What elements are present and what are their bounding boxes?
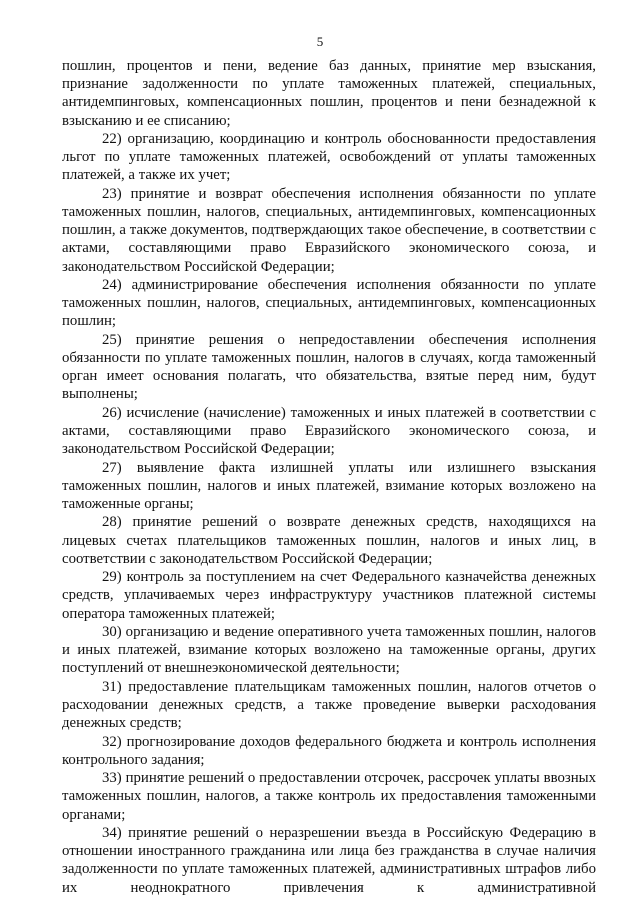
paragraph-item-29: 29) контроль за поступлением на счет Федерального казначейства денежных средств, уплачиваемых через инфраструктуру участников платежной системы оператора таможенных платежей;	[62, 569, 596, 622]
paragraph-item-23: 23) принятие и возврат обеспечения исполнения обязанности по уплате таможенных пошлин, налогов, специальных, антидемпинговых, компенсационных пошлин, а также документов, подтверждающих такое обеспечение, в соответствии с актами, составляющими право Евразийского экономического союза, и законодательством Российской Федерации;	[62, 185, 596, 275]
paragraph-item-22: 22) организацию, координацию и контроль обоснованности предоставления льгот по уплате таможенных платежей, освобождений от уплаты таможенных платежей, а также их учет;	[62, 131, 596, 184]
paragraph-item-32: 32) прогнозирование доходов федерального бюджета и контроль исполнения контрольного задания;	[62, 733, 596, 768]
paragraph-continuation: пошлин, процентов и пени, ведение баз данных, принятие мер взыскания, признание задолженности по уплате таможенных платежей, специальных, антидемпинговых, компенсационных пошлин, процентов и пени безнадежной к взысканию и ее списанию;	[62, 58, 596, 129]
paragraph-item-26: 26) исчисление (начисление) таможенных и иных платежей в соответствии с актами, составляющими право Евразийского экономического союза, и законодательством Российской Федерации;	[62, 404, 596, 458]
page-number: 5	[316, 34, 324, 49]
paragraph-item-24: 24) администрирование обеспечения исполнения обязанности по уплате таможенных пошлин, налогов, специальных, антидемпинговых, компенсационных пошлин;	[62, 277, 596, 330]
document-body	[62, 57, 596, 897]
paragraph-item-28: 28) принятие решений о возврате денежных средств, находящихся на лицевых счетах плательщиков таможенных пошлин, налогов и иных лиц, в соответствии с законодательством Российской Федерации;	[62, 514, 596, 567]
paragraph-item-34: 34) принятие решений о неразрешении въезда в Российскую Федерацию в отношении иностранного гражданина или лица без гражданства в случае наличия задолженности по уплате таможенных платежей, административных штрафов либо их неоднократного привлечения к административной	[62, 824, 596, 896]
paragraph-item-33: 33) принятие решений о предоставлении отсрочек, рассрочек уплаты ввозных таможенных пошлин, налогов, а также контроль их предоставления таможенными органами;	[62, 770, 596, 823]
paragraph-item-31: 31) предоставление плательщикам таможенных пошлин, налогов отчетов о расходовании денежных средств, а также проведение выверки расходования денежных средств;	[62, 678, 596, 732]
paragraph-item-25: 25) принятие решения о непредоставлении обеспечения исполнения обязанности по уплате таможенных пошлин, налогов в случаях, когда таможенный орган имеет основания полагать, что обязательства, взятые перед ним, будут выполнены;	[62, 331, 596, 403]
paragraph-item-30: 30) организацию и ведение оперативного учета таможенных пошлин, налогов и иных платежей, взимание которых возложено на таможенные органы, других поступлений от внешнеэкономической деятельности;	[62, 623, 596, 677]
paragraph-item-27: 27) выявление факта излишней уплаты или излишнего взыскания таможенных пошлин, налогов и иных платежей, взимание которых возложено на таможенные органы;	[62, 459, 596, 512]
